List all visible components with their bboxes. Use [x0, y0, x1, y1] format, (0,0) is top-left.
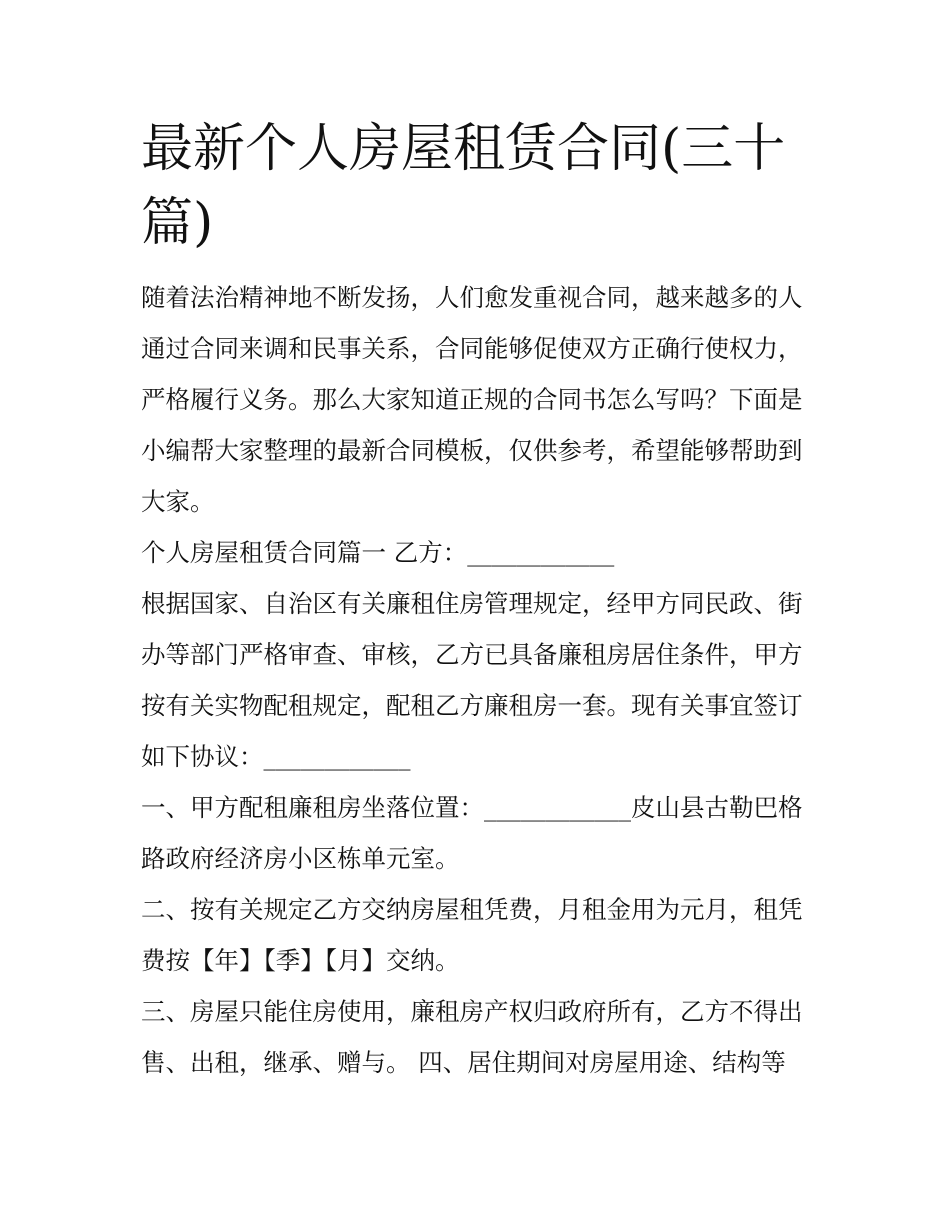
clause-1: 一、甲方配租廉租房坐落位置：____________皮山县古勒巴格路政府经济房小区栋单元室。: [141, 793, 803, 873]
clause-3: 三、房屋只能住房使用，廉租房产权归政府所有，乙方不得出售、出租，继承、赠与。 四、居住期间对房屋用途、结构等: [141, 997, 803, 1077]
section-heading-contract-1: 个人房屋租赁合同篇一 乙方：____________: [141, 538, 615, 567]
intro-paragraph: 随着法治精神地不断发扬，人们愈发重视合同，越来越多的人通过合同来调和民事关系，合同能够促使双方正确行使权力，严格履行义务。那么大家知道正规的合同书怎么写吗？下面是小编帮大家整理的最新合同模板，仅供参考，希望能够帮助到大家。: [141, 283, 803, 516]
preamble-paragraph: 根据国家、自治区有关廉租住房管理规定，经甲方同民政、街办等部门严格审查、审核，乙方已具备廉租房居住条件，甲方按有关实物配租规定，配租乙方廉租房一套。现有关事宜签订如下协议：____________: [141, 589, 803, 771]
clause-2: 二、按有关规定乙方交纳房屋租凭费，月租金用为元月，租凭费按【年】【季】【月】交纳。: [141, 895, 803, 975]
document-title: 最新个人房屋租赁合同(三十篇): [141, 119, 786, 253]
document-body: [141, 272, 817, 1088]
